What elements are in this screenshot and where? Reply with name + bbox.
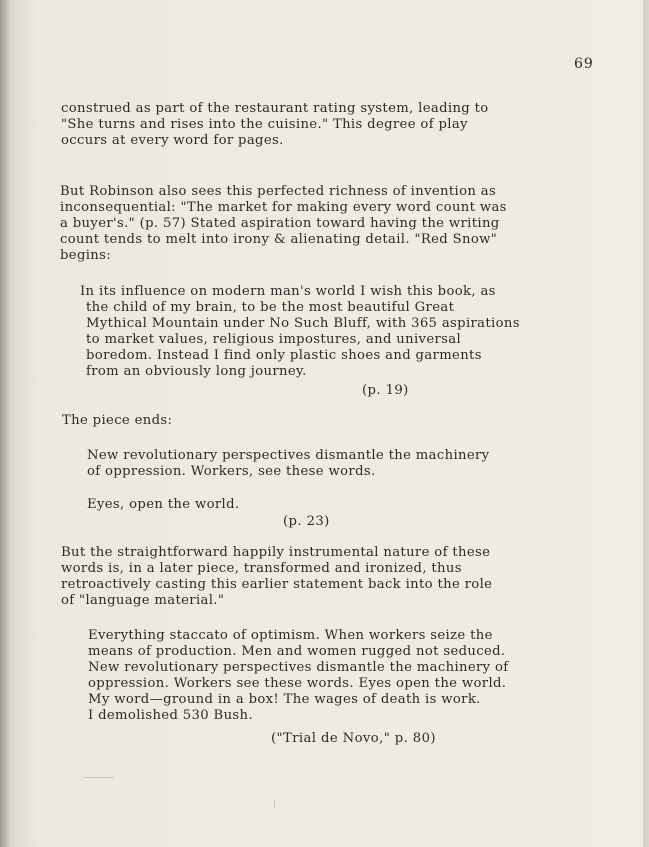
text-line: I demolished 530 Bush.	[88, 708, 253, 723]
text-line: words is, in a later piece, transformed and ironized, thus	[61, 561, 462, 576]
text-line: begins:	[60, 248, 112, 263]
block-quote-red-snow	[80, 284, 520, 380]
citation: (p. 19)	[362, 383, 409, 398]
text-line: "She turns and rises into the cuisine." This degree of play	[61, 117, 468, 132]
page-number: 69	[574, 56, 594, 72]
text-line: of "language material."	[61, 593, 225, 608]
text-line: count tends to melt into irony & alienating detail. "Red Snow"	[60, 232, 498, 247]
paragraph-piece-ends	[62, 413, 172, 429]
text-line: from an obviously long journey.	[86, 364, 307, 379]
text-line: But the straightforward happily instrumental nature of these	[61, 545, 491, 560]
citation: (p. 23)	[283, 514, 330, 529]
text-line: My word—ground in a box! The wages of death is work.	[88, 692, 481, 707]
text-line: the child of my brain, to be the most beautiful Great	[86, 300, 455, 315]
text-line: The piece ends:	[62, 413, 173, 428]
text-line: means of production. Men and women rugged not seduced.	[88, 644, 506, 659]
citation: ("Trial de Novo," p. 80)	[271, 731, 436, 746]
paragraph-straightforward	[61, 545, 492, 609]
text-line: oppression. Workers see these words. Eyes open the world.	[88, 676, 507, 691]
paragraph-robinson	[60, 184, 507, 264]
text-line: boredom. Instead I find only plastic shoes and garments	[86, 348, 482, 363]
text-line: of oppression. Workers, see these words.	[87, 464, 376, 479]
text-line: New revolutionary perspectives dismantle the machinery of	[88, 660, 509, 675]
text-line: inconsequential: "The market for making every word count was	[60, 200, 507, 215]
text-line: But Robinson also sees this perfected richness of invention as	[60, 184, 497, 199]
scan-mark	[274, 800, 275, 808]
paragraph-continuation	[61, 101, 489, 149]
block-quote-eyes	[87, 497, 239, 513]
text-line: Mythical Mountain under No Such Bluff, with 365 aspirations	[86, 316, 520, 331]
block-quote-ending	[87, 448, 489, 480]
scan-mark	[84, 777, 114, 778]
page-edge	[643, 0, 649, 847]
text-line: retroactively casting this earlier statement back into the role	[61, 577, 493, 592]
text-line: Everything staccato of optimism. When workers seize the	[88, 628, 493, 643]
binding-shadow	[0, 0, 10, 847]
text-line: occurs at every word for pages.	[61, 133, 284, 148]
text-line: New revolutionary perspectives dismantle the machinery	[87, 448, 490, 463]
text-line: a buyer's." (p. 57) Stated aspiration toward having the writing	[60, 216, 500, 231]
text-line: Eyes, open the world.	[87, 497, 240, 512]
text-line: In its influence on modern man's world I wish this book, as	[80, 284, 496, 299]
block-quote-staccato	[88, 628, 509, 724]
text-line: to market values, religious impostures, and universal	[86, 332, 462, 347]
text-line: construed as part of the restaurant rating system, leading to	[61, 101, 489, 116]
